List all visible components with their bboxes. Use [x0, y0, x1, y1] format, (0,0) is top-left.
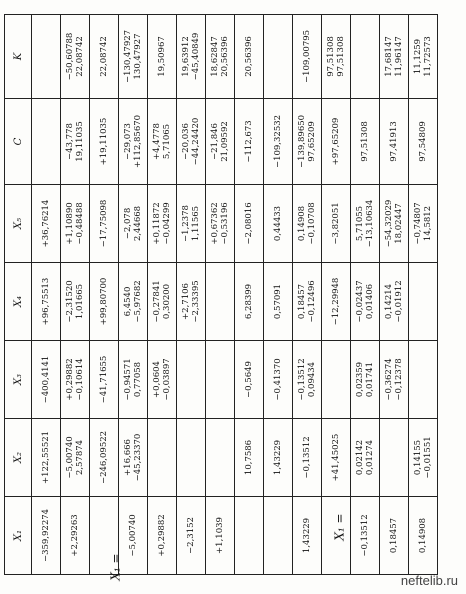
table-row [177, 15, 206, 575]
table-cell [148, 263, 177, 341]
cell-stack [210, 18, 230, 95]
table-cell [119, 99, 148, 185]
table-cell: −2,3152 [177, 497, 206, 575]
table-cell [119, 419, 148, 497]
table-cell: +122,55521 [32, 419, 61, 497]
cell-line: −0,01551 [423, 436, 433, 479]
cell-line: +4,4778 [152, 123, 162, 160]
cell-line: −0,74807 [413, 202, 423, 245]
table-row [380, 15, 409, 575]
cell-stack [123, 422, 143, 493]
table-row [293, 15, 322, 575]
table-row [206, 15, 235, 575]
cell-line: −5,00740 [65, 436, 75, 479]
table-cell [293, 341, 322, 419]
cell-line: −45,23370 [133, 433, 143, 482]
cell-line: −0,03897 [162, 358, 172, 401]
column-header: K [5, 15, 32, 99]
cell-line: 20,56396 [220, 36, 230, 77]
table-cell [380, 185, 409, 263]
table-cell [61, 419, 90, 497]
table-cell [409, 263, 438, 341]
cell-stack [355, 266, 375, 337]
cell-line: −2,33395 [191, 280, 201, 323]
cell-line: 5,71065 [162, 123, 172, 160]
cell-line: +0,29882 [65, 358, 75, 401]
table-cell: 0,14908 [409, 497, 438, 575]
table-cell: −12,29948 [322, 263, 351, 341]
cell-stack [384, 188, 404, 259]
cell-line: 97,65209 [307, 121, 317, 162]
table-cell [148, 99, 177, 185]
rotated-table-wrapper [4, 15, 454, 575]
cell-line: 18,02447 [394, 203, 404, 244]
cell-stack [355, 422, 375, 493]
table-cell: −400,4141 [32, 341, 61, 419]
cell-line: −2,31520 [65, 280, 75, 323]
table-cell [206, 185, 235, 263]
table-cell: −0,13512 [351, 497, 380, 575]
column-header: C [5, 99, 32, 185]
table-cell: 20,56396 [235, 15, 264, 99]
table-cell [148, 419, 177, 497]
cell-line: 0,14908 [297, 205, 307, 242]
cell-stack [152, 266, 172, 337]
table-row [322, 15, 351, 575]
table-cell: +1,1039 [206, 497, 235, 575]
cell-line: −139,89650 [297, 114, 307, 169]
cell-stack [152, 102, 172, 181]
table-cell [380, 15, 409, 99]
table-cell: 22,08742 [90, 15, 119, 99]
cell-stack [181, 18, 201, 95]
cell-line: 19,63912 [181, 36, 191, 77]
cell-stack [326, 18, 346, 95]
table-cell: −0,41370 [264, 341, 293, 419]
cell-line: 0,18457 [297, 283, 307, 320]
table-cell: 97,51308 [351, 99, 380, 185]
table-cell: 1,43229 [293, 497, 322, 575]
table-cell [61, 263, 90, 341]
cell-line: 17,68147 [384, 36, 394, 77]
table-cell [177, 15, 206, 99]
table-cell [351, 15, 380, 99]
table-body [32, 15, 438, 575]
table-cell [177, 341, 206, 419]
column-header: X₅ [5, 185, 32, 263]
cell-line: −2,078 [123, 207, 133, 240]
cell-line: 2,57874 [75, 439, 85, 476]
table-cell: 0,44433 [264, 185, 293, 263]
cell-stack [65, 102, 85, 181]
cell-stack [123, 266, 143, 337]
table-cell [148, 185, 177, 263]
cell-line: 0,02142 [355, 439, 365, 476]
cell-line: −0,10708 [307, 202, 317, 245]
cell-stack [65, 344, 85, 415]
table-cell [322, 341, 351, 419]
cell-line: 1,11565 [191, 205, 201, 242]
table-cell: 0,18457 [380, 497, 409, 575]
cell-line: 6,4540 [123, 286, 133, 317]
table-cell [264, 497, 293, 575]
table-row [351, 15, 380, 575]
table-cell [177, 185, 206, 263]
table-row [264, 15, 293, 575]
cell-line: −45,40849 [191, 32, 201, 81]
table-cell: 19,50967 [148, 15, 177, 99]
cell-line: +112,85670 [133, 114, 143, 169]
cell-line: 14,5812 [423, 205, 433, 242]
table-cell [206, 15, 235, 99]
table-cell [177, 419, 206, 497]
header-row [5, 15, 32, 575]
table-cell [351, 185, 380, 263]
table-cell [61, 341, 90, 419]
table-cell: 10,7586 [235, 419, 264, 497]
table-cell [206, 99, 235, 185]
table-cell [206, 263, 235, 341]
table-row [61, 15, 90, 575]
table-cell: −2,08016 [235, 185, 264, 263]
cell-line: 5,71055 [355, 205, 365, 242]
cell-stack [210, 102, 230, 181]
cell-line: 22,08742 [75, 36, 85, 77]
cell-line: 21,09592 [220, 121, 230, 162]
table-cell [61, 15, 90, 99]
table-cell: +0,29882 [148, 497, 177, 575]
cell-line: −0,12378 [394, 358, 404, 401]
table-cell [293, 185, 322, 263]
table-row [90, 15, 119, 575]
table-cell: +2,29263 [61, 497, 90, 575]
table-cell [409, 15, 438, 99]
cell-line: +0,67362 [210, 202, 220, 245]
cell-line: 0,01274 [365, 439, 375, 476]
table-cell [380, 341, 409, 419]
cell-line: −0,48488 [75, 202, 85, 245]
table-cell: +19,11035 [90, 99, 119, 185]
table-cell: −246,09522 [90, 419, 119, 497]
cell-line: +1,10890 [65, 202, 75, 245]
cell-stack [297, 188, 317, 259]
cell-stack [152, 188, 172, 259]
column-header: X₄ [5, 263, 32, 341]
table-cell [32, 99, 61, 185]
cell-stack [355, 344, 375, 415]
cell-line: −21,846 [210, 123, 220, 160]
cell-line: −54,32029 [384, 199, 394, 248]
table-cell: +96,75513 [32, 263, 61, 341]
side-label-x1-second: X₁ = [332, 513, 347, 541]
cell-line: −43,778 [65, 123, 75, 160]
table-cell [61, 185, 90, 263]
table-cell: 0,57091 [264, 263, 293, 341]
cell-stack [384, 344, 404, 415]
table-cell [206, 341, 235, 419]
cell-line: 11,96147 [394, 36, 404, 77]
cell-stack [355, 188, 375, 259]
cell-stack [152, 344, 172, 415]
table-cell [380, 419, 409, 497]
table-cell [148, 341, 177, 419]
table-cell: 1,43229 [264, 419, 293, 497]
cell-line: −0,01912 [394, 280, 404, 323]
table-cell: −109,00795 [293, 15, 322, 99]
cell-line: 0,14214 [384, 283, 394, 320]
cell-line: −0,02437 [355, 280, 365, 323]
table-cell [380, 263, 409, 341]
table-cell: −3,82051 [322, 185, 351, 263]
table-cell [177, 99, 206, 185]
table-cell [293, 99, 322, 185]
cell-stack [123, 102, 143, 181]
table-cell: −109,32532 [264, 99, 293, 185]
cell-stack [181, 102, 201, 181]
cell-line: 2,44668 [133, 205, 143, 242]
table-cell [119, 263, 148, 341]
cell-line: −1,2378 [181, 205, 191, 242]
table-cell [264, 15, 293, 99]
cell-line: 11,1259 [413, 38, 423, 75]
table-cell [409, 341, 438, 419]
cell-line: +2,7106 [181, 283, 191, 320]
cell-stack [65, 266, 85, 337]
cell-stack [210, 188, 230, 259]
cell-stack [413, 18, 433, 95]
cell-line: −130,47927 [123, 29, 133, 84]
cell-line: −44,24420 [191, 117, 201, 166]
elimination-table [4, 14, 438, 575]
table-cell: 6,28399 [235, 263, 264, 341]
cell-line: −0,10614 [75, 358, 85, 401]
table-cell [119, 341, 148, 419]
cell-line: −50,60788 [65, 32, 75, 81]
cell-stack [65, 18, 85, 95]
table-cell: +41,45025 [322, 419, 351, 497]
table-cell: −359,92274 [32, 497, 61, 575]
cell-line: 97,51308 [336, 36, 346, 77]
table-cell: −112,673 [235, 99, 264, 185]
cell-line: 97,51308 [326, 36, 336, 77]
cell-line: 1,01665 [75, 283, 85, 320]
table-cell [322, 15, 351, 99]
column-header: X₃ [5, 341, 32, 419]
table-cell [351, 341, 380, 419]
cell-line: −0,13512 [297, 358, 307, 401]
watermark: neftelib.ru [400, 573, 458, 588]
cell-line: 0,30200 [162, 283, 172, 320]
cell-stack [413, 422, 433, 493]
table-cell: −41,71655 [90, 341, 119, 419]
cell-stack [65, 422, 85, 493]
cell-stack [297, 344, 317, 415]
table-row [235, 15, 264, 575]
cell-line: −0,12496 [307, 280, 317, 323]
cell-stack [65, 188, 85, 259]
cell-line: 0,09434 [307, 361, 317, 398]
cell-line: −0,27841 [152, 280, 162, 323]
table-cell: −0,5649 [235, 341, 264, 419]
table-cell [409, 185, 438, 263]
cell-line: 0,14155 [413, 439, 423, 476]
cell-line: 0,01406 [365, 283, 375, 320]
cell-line: +0,11872 [152, 202, 162, 245]
cell-line: −5,97682 [133, 280, 143, 323]
cell-stack [297, 266, 317, 337]
cell-stack [384, 266, 404, 337]
table-cell: −5,00740 [119, 497, 148, 575]
table-cell [32, 15, 61, 99]
cell-stack [413, 188, 433, 259]
table-cell: 97,41913 [380, 99, 409, 185]
table-cell: 97,54809 [409, 99, 438, 185]
cell-stack [181, 188, 201, 259]
table-row [409, 15, 438, 575]
cell-stack [297, 102, 317, 181]
table-cell [177, 263, 206, 341]
table-row [148, 15, 177, 575]
table-cell [206, 419, 235, 497]
cell-line: 130,47927 [133, 33, 143, 80]
cell-line: −0,53196 [220, 202, 230, 245]
table-cell: +97,65209 [322, 99, 351, 185]
table-cell: −17,75098 [90, 185, 119, 263]
cell-line: +0,0604 [152, 361, 162, 398]
cell-line: +16,666 [123, 439, 133, 476]
column-header: X₁ [5, 497, 32, 575]
table-cell: +99,80700 [90, 263, 119, 341]
cell-stack [123, 18, 143, 95]
cell-stack [123, 344, 143, 415]
cell-line: 0,02359 [355, 361, 365, 398]
cell-line: −0,36274 [384, 358, 394, 401]
cell-line: 0,77058 [133, 361, 143, 398]
table-row [119, 15, 148, 575]
cell-line: 11,72573 [423, 36, 433, 77]
table-cell [61, 99, 90, 185]
cell-line: −29,073 [123, 123, 133, 160]
table-cell [351, 419, 380, 497]
cell-line: 19,11035 [75, 121, 85, 162]
cell-line: −0,94571 [123, 358, 133, 401]
side-label-x1: X₁ = [108, 553, 123, 581]
table-cell [351, 263, 380, 341]
cell-stack [181, 266, 201, 337]
column-header: X₂ [5, 419, 32, 497]
table-row [32, 15, 61, 575]
table-cell [119, 185, 148, 263]
cell-stack [123, 188, 143, 259]
cell-line: −0,04299 [162, 202, 172, 245]
table-cell [235, 497, 264, 575]
table-cell: +36,76214 [32, 185, 61, 263]
cell-line: 18,62847 [210, 36, 220, 77]
table-cell [293, 263, 322, 341]
cell-stack [384, 18, 404, 95]
table-cell: −0,13512 [293, 419, 322, 497]
cell-line: −13,10634 [365, 199, 375, 248]
table-cell [409, 419, 438, 497]
table-cell [119, 15, 148, 99]
cell-line: −20,036 [181, 123, 191, 160]
cell-line: 0,01741 [365, 361, 375, 398]
